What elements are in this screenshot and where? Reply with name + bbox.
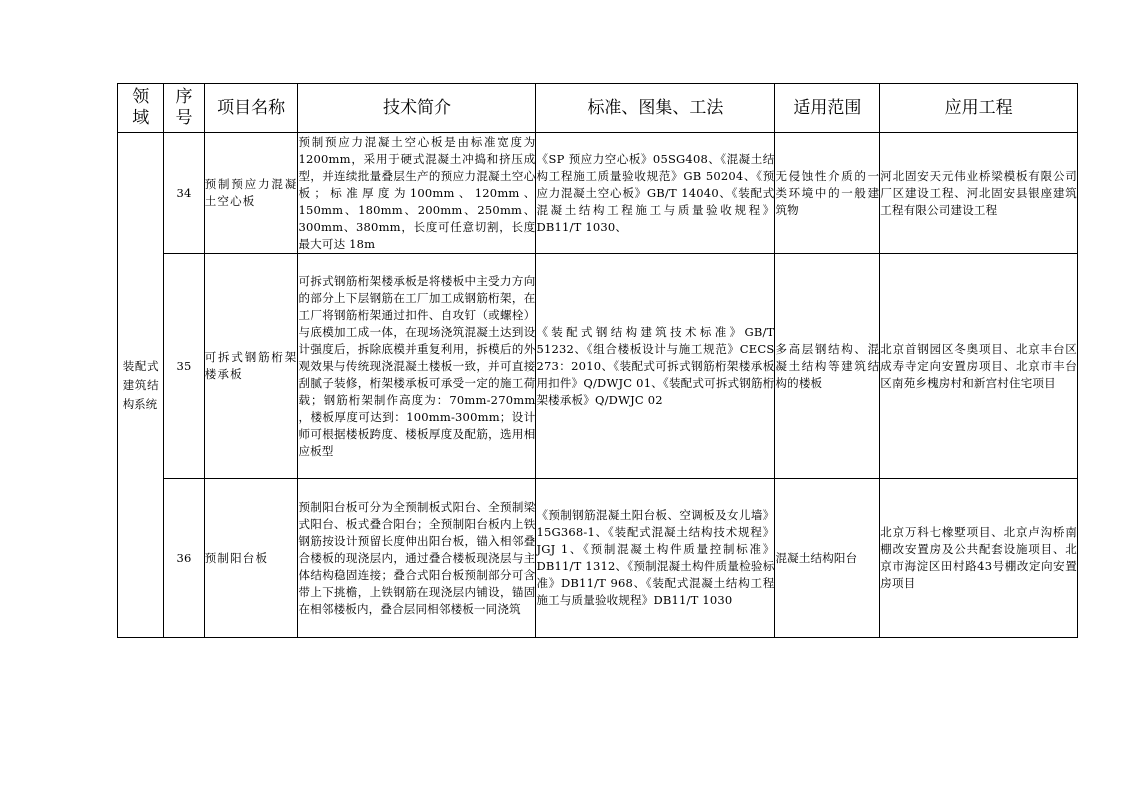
table-row (118, 479, 1078, 638)
tech-intro: 预制预应力混凝土空心板是由标准宽度为 1200mm，采用于硬式混凝土冲捣和挤压成型，并连续批量叠层生产的预应力混凝土空心板；标准厚度为100mm、120mm、150mm、180mm、200mm、250mm、300mm、380mm，长度可任意切割，长度最大可达 18m (298, 133, 536, 254)
header-seq: 序号 (164, 84, 204, 133)
header-name: 项目名称 (204, 84, 298, 133)
row-number: 35 (164, 254, 204, 479)
row-number: 36 (164, 479, 204, 638)
standards-cell: 《装配式钢结构建筑技术标准》GB/T 51232、《组合楼板设计与施工规范》CECS 273：2010、《装配式可拆式钢筋桁架楼承板用扣件》Q/DWJC 01、《装配式可拆式钢筋桁架楼承板》Q/DWJC 02 (536, 254, 775, 479)
tech-intro: 预制阳台板可分为全预制板式阳台、全预制梁式阳台、板式叠合阳台；全预制阳台板内上铁钢筋按设计预留长度伸出阳台板，锚入相邻叠合楼板的现浇层内，通过叠合楼板现浇层与主体结构稳固连接；叠合式阳台板预制部分可含带上下挑檐，上铁钢筋在现浇层内铺设，锚固在相邻楼板内，叠合层同相邻楼板一同浇筑 (298, 479, 536, 638)
table-header-row (118, 84, 1078, 133)
projects-cell: 北京万科七橡墅项目、北京卢沟桥南棚改安置房及公共配套设施项目、北京市海淀区田村路43号棚改定向安置房项目 (880, 479, 1078, 638)
project-name: 预制预应力混凝土空心板 (204, 133, 298, 254)
scope-cell: 混凝土结构阳台 (775, 479, 880, 638)
projects-cell: 北京首钢园区冬奥项目、北京丰台区成寿寺定向安置房项目、北京市丰台区南苑乡槐房村和新宫村住宅项目 (880, 254, 1078, 479)
header-projects: 应用工程 (880, 84, 1078, 133)
projects-cell: 河北固安天元伟业桥梁模板有限公司厂区建设工程、河北固安县银座建筑工程有限公司建设工程 (880, 133, 1078, 254)
project-name: 预制阳台板 (204, 479, 298, 638)
project-name: 可拆式钢筋桁架楼承板 (204, 254, 298, 479)
table-row (118, 254, 1078, 479)
standards-cell: 《预制钢筋混凝土阳台板、空调板及女儿墙》15G368-1、《装配式混凝土结构技术规程》JGJ 1、《预制混凝土构件质量控制标准》DB11/T 1312、《预制混凝土构件质量检验标准》DB11/T 968、《装配式混凝土结构工程施工与质量验收规程》DB11/T 1030 (536, 479, 775, 638)
header-scope: 适用范围 (775, 84, 880, 133)
scope-cell: 多高层钢结构、混凝土结构等建筑结构的楼板 (775, 254, 880, 479)
standards-cell: 《SP 预应力空心板》05SG408、《混凝土结构工程施工质量验收规范》GB 50204、《预应力混凝土空心板》GB/T 14040、《装配式混凝土结构工程施工与质量验收规程》DB11/T 1030、 (536, 133, 775, 254)
table-row (118, 133, 1078, 254)
scope-cell: 无侵蚀性介质的一类环境中的一般建筑物 (775, 133, 880, 254)
header-domain: 领域 (118, 84, 164, 133)
domain-label: 装配式建筑结构系统 (122, 358, 159, 411)
header-intro: 技术简介 (298, 84, 536, 133)
tech-intro: 可拆式钢筋桁架楼承板是将楼板中主受力方向的部分上下层钢筋在工厂加工成钢筋桁架，在工厂将钢筋桁架通过扣件、自攻钉（或螺栓）与底模加工成一体，在现场浇筑混凝土达到设计强度后，拆除底模并重复利用，拆模后的外观效果与传统现浇混凝土楼板一致，并可直接刮腻子装修，桁架楼承板可承受一定的施工荷载；钢筋桁架制作高度为：70mm-270mm ，楼板厚度可达到：100mm-300mm；设计师可根据楼板跨度、楼板厚度及配筋，选用相应板型 (298, 254, 536, 479)
technology-table (117, 83, 1078, 638)
row-number: 34 (164, 133, 204, 254)
domain-cell (118, 133, 164, 638)
header-standards: 标准、图集、工法 (536, 84, 775, 133)
